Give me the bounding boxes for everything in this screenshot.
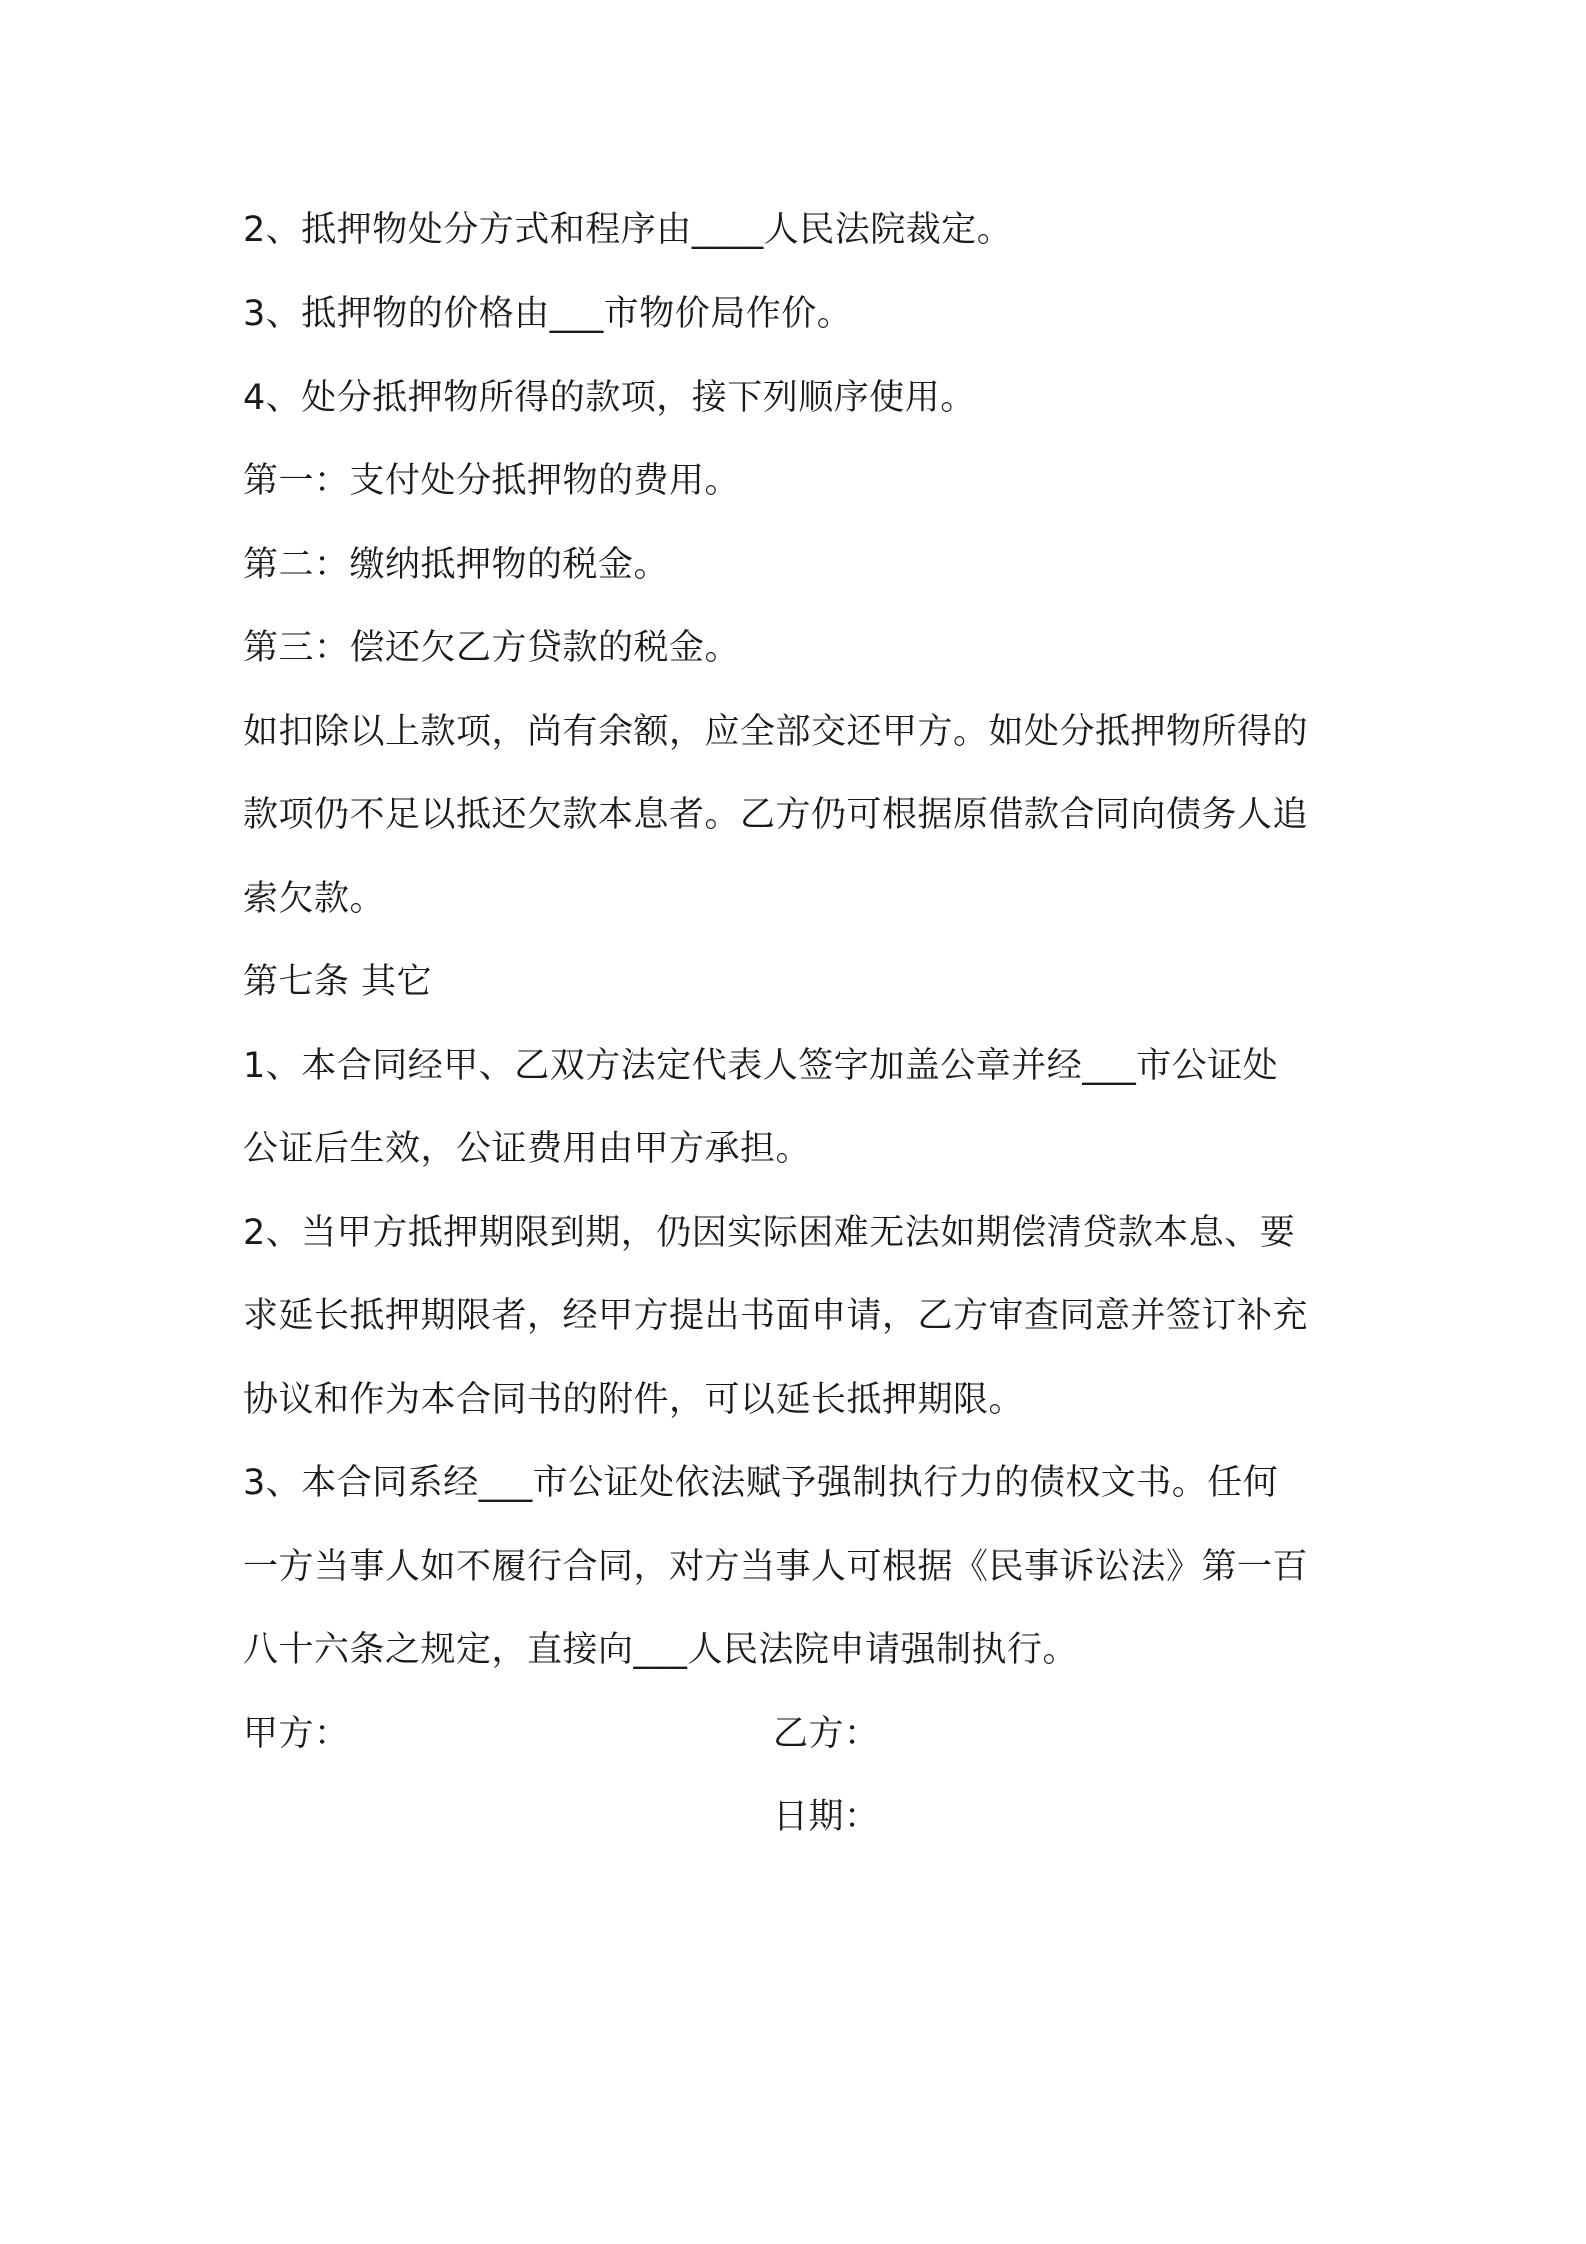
text-line: 3、抵押物的价格由___市物价局作价。 [243, 294, 853, 334]
text-line: 公证后生效，公证费用由甲方承担。 [243, 1129, 812, 1169]
text-line: 索欠款。 [243, 879, 386, 919]
section-heading: 第七条 其它 [243, 962, 433, 1002]
text-line: 2、抵押物处分方式和程序由____人民法院裁定。 [243, 210, 1013, 250]
text-line: 3、本合同系经___市公证处依法赋予强制执行力的债权文书。任何 [243, 1463, 1279, 1503]
text-line: 如扣除以上款项，尚有余额，应全部交还甲方。如处分抵押物所得的 [243, 712, 1309, 752]
text-line: 第三：偿还欠乙方贷款的税金。 [243, 628, 741, 668]
text-line: 4、处分抵押物所得的款项，接下列顺序使用。 [243, 378, 976, 418]
text-line: 款项仍不足以抵还欠款本息者。乙方仍可根据原借款合同向债务人追 [243, 795, 1309, 835]
party-a-label: 甲方： [243, 1714, 350, 1754]
text-line: 协议和作为本合同书的附件，可以延长抵押期限。 [243, 1380, 1025, 1420]
text-line: 第二：缴纳抵押物的税金。 [243, 545, 670, 585]
text-line: 求延长抵押期限者，经甲方提出书面申请，乙方审查同意并签订补充 [243, 1296, 1309, 1336]
date-label: 日期： [773, 1797, 880, 1837]
text-line: 1、本合同经甲、乙双方法定代表人签字加盖公章并经___市公证处 [243, 1046, 1279, 1086]
text-line: 八十六条之规定，直接向___人民法院申请强制执行。 [243, 1630, 1079, 1670]
text-line: 一方当事人如不履行合同，对方当事人可根据《民事诉讼法》第一百 [243, 1547, 1309, 1587]
text-line: 第一：支付处分抵押物的费用。 [243, 461, 741, 501]
text-line: 2、当甲方抵押期限到期，仍因实际困难无法如期偿清贷款本息、要 [243, 1213, 1296, 1253]
party-b-label: 乙方： [773, 1714, 880, 1754]
